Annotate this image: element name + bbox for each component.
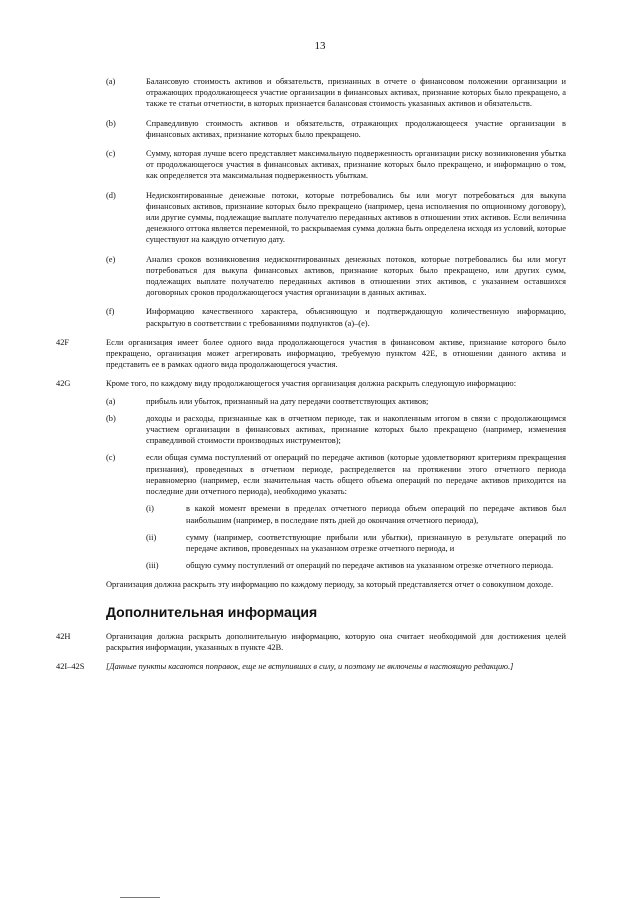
list-item-b: [56, 118, 566, 140]
item-marker: (c): [106, 453, 116, 463]
paragraph-intro: Кроме того, по каждому виду продолжающегося участия организация должна раскрыть следующую информацию:: [106, 379, 517, 389]
item-text: Балансовую стоимость активов и обязательств, признанных в отчете о финансовом положении организации и отражающих продолжающееся участие организации в финансовых активах, признание которых было прекращено, а также те статьи отчетности, в которых признается балансовая стоимость указанных активов и обязательств.: [146, 77, 566, 109]
item-marker: (f): [106, 307, 115, 317]
paragraph-42I-42S: [56, 661, 566, 672]
item-marker: (e): [106, 254, 116, 264]
list-item-d: [56, 190, 566, 246]
paragraph-text: Если организация имеет более одного вида продолжающегося участия в финансовом активе, признание которого было прекращено, организация может агрегировать информацию, требуемую пунктом 42E, в отношении данного актива и представить ее в рамках одного вида продолжающегося участия.: [106, 337, 566, 370]
item-marker: (ii): [146, 532, 157, 542]
item-marker: (a): [106, 396, 116, 406]
item-marker: (iii): [146, 561, 159, 571]
sub-item-a: [106, 396, 566, 407]
paragraph-text: Организация должна раскрыть дополнительную информацию, которую она считает необходимой для достижения целей раскрытия информации, указанных в пункте 42B.: [106, 631, 566, 652]
sub-sub-item-i: [146, 503, 566, 525]
paragraph-text: [Данные пункты касаются поправок, еще не вступивших в силу, и поэтому не включены в настоящую редакцию.]: [106, 661, 514, 671]
item-marker: (b): [106, 118, 116, 128]
item-marker: (d): [106, 190, 116, 200]
item-text: прибыль или убыток, признанный на дату передачи соответствующих активов;: [146, 396, 429, 406]
paragraph-number: 42I–42S: [56, 661, 85, 671]
sub-item-b: [106, 413, 566, 447]
paragraph-42H: [56, 631, 566, 653]
section-heading: Дополнительная информация: [106, 603, 318, 620]
list-item-c: [56, 148, 566, 182]
list-item-a: [56, 76, 566, 110]
sub-sub-item-ii: [146, 532, 566, 554]
page-number: 13: [314, 40, 326, 52]
paragraph-number: 42G: [56, 379, 71, 389]
item-marker: (i): [146, 504, 154, 514]
list-item-e: [56, 254, 566, 299]
item-text: Анализ сроков возникновения недисконтированных денежных потоков, которые потребовались бы или могут потребоваться для выкупа финансовых активов, признание которых было прекращено, или других сумм, подлежащих выплате получателю переданных активов в отношении этих активов, с указанием оставшихся договорных сроков продолжающегося участия организации в данных активах.: [146, 254, 566, 298]
item-text: доходы и расходы, признанные как в отчетном периоде, так и накопленным итогом в связи с продолжающимся участием организации в финансовых активах, признание которых было прекращено (например, изменения справедливой стоимости производных инструментов);: [146, 413, 566, 446]
paragraph-42G: [56, 378, 566, 590]
footer-rule: [120, 897, 160, 898]
item-marker: (a): [106, 77, 116, 86]
paragraph-closing: Организация должна раскрыть эту информацию по каждому периоду, за который представляется отчет о совокупном доходе.: [106, 580, 554, 590]
sub-item-c: [106, 452, 566, 497]
item-text: Справедливую стоимость активов и обязательств, отражающих продолжающееся участие организации в финансовых активах, признание которых было прекращено.: [146, 118, 566, 139]
list-item-f: [56, 306, 566, 328]
paragraph-number: 42F: [56, 337, 70, 347]
document-body: [56, 76, 566, 680]
item-text: сумму (например, соответствующие прибыли или убытки), признанную в результате операций по передаче активов, проведенных на указанном отрезке отчетного периода, и: [186, 532, 566, 553]
sub-sub-item-iii: [146, 560, 566, 571]
paragraph-42F: [56, 337, 566, 371]
item-marker: (b): [106, 413, 116, 423]
item-text: Информацию качественного характера, объясняющую и подтверждающую количественную информацию, раскрытую в соответствии с требованиями подпунктов (a)–(e).: [146, 307, 566, 328]
paragraph-number: 42H: [56, 631, 71, 641]
item-text: если общая сумма поступлений от операций по передаче активов (которые удовлетворяют критериям прекращения признания), проведенных в отчетном периоде, распределяется на протяжении этого отчетного периода неравномерно (например, если значительная часть общего объема операций по передаче активов приходится на последние дни отчетного периода), необходимо указать:: [146, 453, 566, 497]
item-text: в какой момент времени в пределах отчетного периода объем операций по передаче активов был наибольшим (например, в последние пять дней до окончания отчетного периода),: [186, 504, 566, 525]
item-text: общую сумму поступлений от операций по передаче активов на указанном отрезке отчетного периода.: [186, 561, 554, 571]
item-marker: (c): [106, 149, 116, 159]
item-text: Недисконтированные денежные потоки, которые потребовались бы или могут потребоваться для выкупа финансовых активов, признание которых было прекращено (например, цена исполнения по опционному договору), или другие суммы, подлежащие выплате получателю переданных активов в отношении этих активов. Если величина денежного оттока является переменной, то раскрываемая сумма должна быть определена исходя из условий, которые существуют на каждую отчетную дату.: [146, 190, 566, 245]
item-text: Сумму, которая лучше всего представляет максимальную подверженность организации риску возникновения убытка от продолжающегося участия в финансовых активах, признание которых было прекращено, и информацию о том, как определяется эта максимальная подверженность убыткам.: [146, 149, 566, 181]
